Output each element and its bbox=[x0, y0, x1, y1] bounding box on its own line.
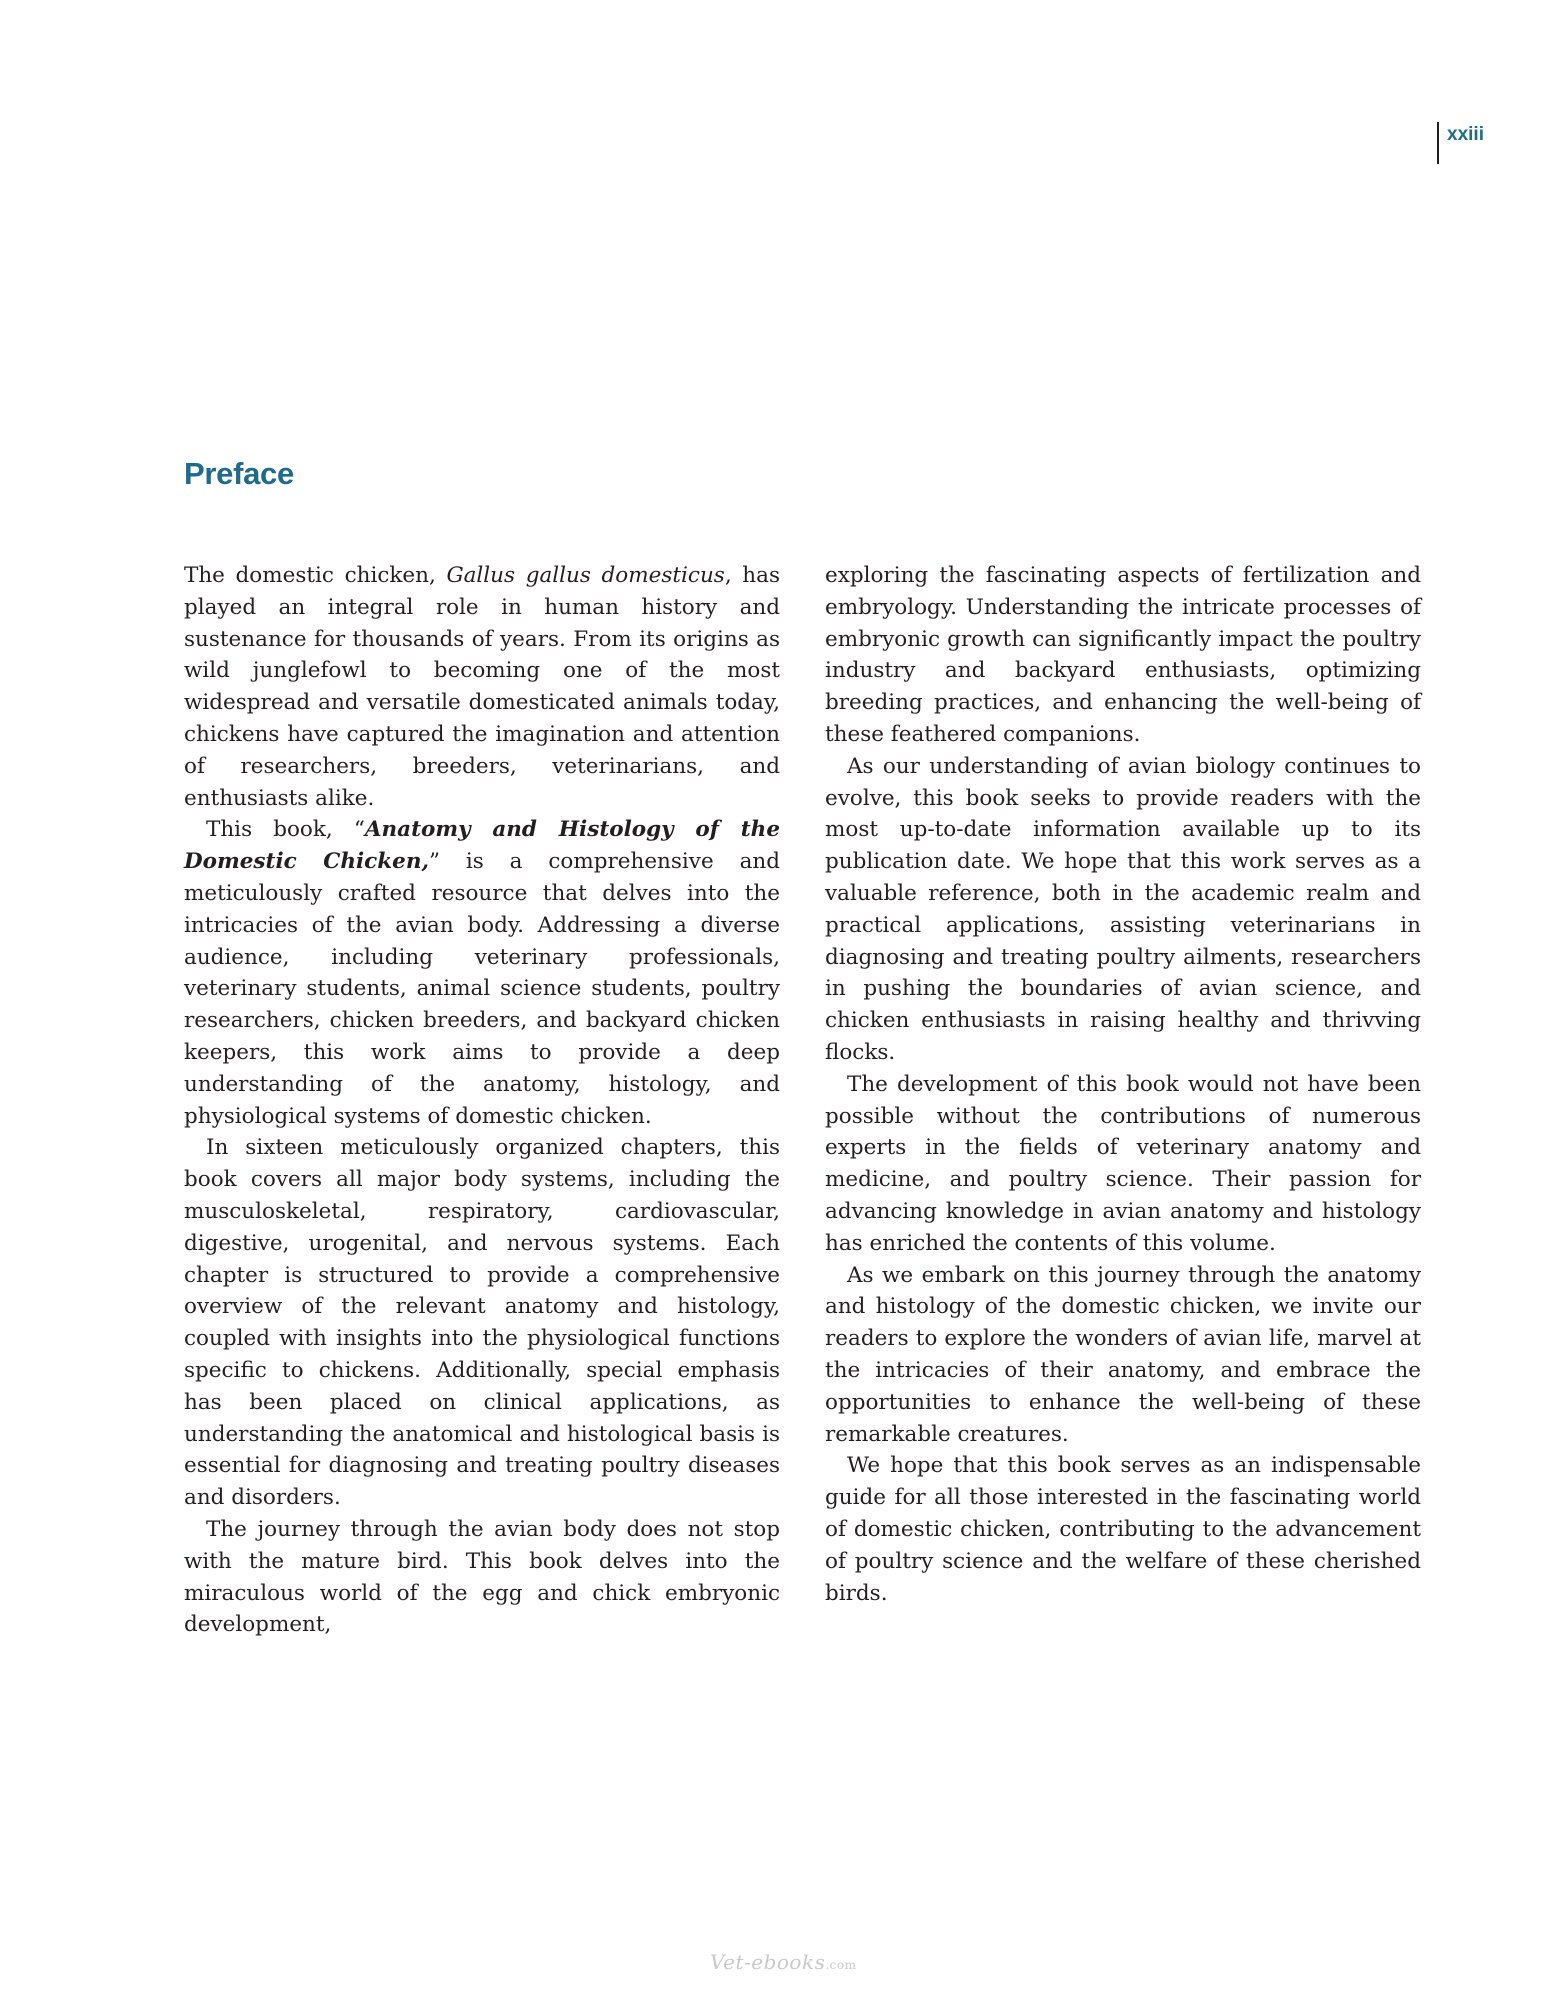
paragraph-text: This book, “ bbox=[206, 817, 365, 843]
book-title: Anatomy and Histology of the Domestic Chicken, bbox=[184, 817, 780, 875]
species-name: Gallus gallus domesticus bbox=[446, 563, 725, 588]
paragraph: The journey through the avian body does not stop with the mature bird. This book delves into the miraculous world of the egg and chick embryonic development, bbox=[184, 1516, 780, 1638]
left-column bbox=[184, 560, 780, 1641]
page-number-marker bbox=[1437, 122, 1484, 164]
watermark-suffix: .com bbox=[825, 1958, 857, 1972]
paragraph bbox=[184, 560, 780, 814]
right-column bbox=[825, 560, 1421, 1609]
paragraph: As we embark on this journey through the anatomy and histology of the domestic chicken, we invite our readers to explore the wonders of avian life, marvel at the intricacies of their anatomy, and embrace the opportunities to enhance the well-being of these remarkable creatures. bbox=[825, 1262, 1421, 1447]
paragraph bbox=[184, 814, 780, 1132]
page-number: xxiii bbox=[1447, 124, 1484, 145]
paragraph: We hope that this book serves as an indispensable guide for all those interested in the fascinating world of domestic chicken, contributing to the advancement of poultry science and the welfare of these cherished birds. bbox=[825, 1453, 1421, 1606]
paragraph-text: The domestic chicken, bbox=[184, 563, 447, 588]
paragraph: In sixteen meticulously organized chapters, this book covers all major body systems, including the musculoskeletal, respiratory, cardiovascular, digestive, urogenital, and nervous systems. Each chapter is structured to provide a comprehensive overview of the relevant anatomy and histology, coupled with insights into the physiological functions specific to chickens. Additionally, special emphasis has been placed on clinical applications, as understanding the anatomical and histological basis is essential for diagnosing and treating poultry diseases and disorders. bbox=[184, 1135, 780, 1511]
paragraph-text: ” is a comprehensive and meticulously crafted resource that delves into the intricacies of the avian body. Addressing a diverse audience, including veterinary professionals, veterinary students, animal science students, poultry researchers, chicken breeders, and backyard chicken keepers, this work aims to provide a deep understanding of the anatomy, histology, and physiological systems of domestic chicken. bbox=[184, 849, 780, 1129]
paragraph: The development of this book would not have been possible without the contributions of numerous experts in the fields of veterinary anatomy and medicine, and poultry science. Their passion for advancing knowledge in avian anatomy and histology has enriched the contents of this volume. bbox=[825, 1071, 1421, 1256]
paragraph: exploring the fascinating aspects of fertilization and embryology. Understanding the intricate processes of embryonic growth can significantly impact the poultry industry and backyard enthusiasts, optimizing breeding practices, and enhancing the well-being of these feathered companions. bbox=[825, 563, 1421, 747]
watermark-text: Vet-ebooks bbox=[710, 1950, 826, 1974]
paragraph-text: , has played an integral role in human history and sustenance for thousands of years. From its origins as wild junglefowl to becoming one of the most widespread and versatile domesticated animals today, chickens have captured the imagination and attention of researchers, breeders, veterinarians, and enthusiasts alike. bbox=[184, 563, 780, 811]
watermark bbox=[710, 1950, 856, 1974]
paragraph: As our understanding of avian biology continues to evolve, this book seeks to provide readers with the most up-to-date information available up to its publication date. We hope that this work serves as a valuable reference, both in the academic realm and practical applications, assisting veterinarians in diagnosing and treating poultry ailments, researchers in pushing the boundaries of avian science, and chicken enthusiasts in raising healthy and thrivving flocks. bbox=[825, 753, 1421, 1065]
page-title: Preface bbox=[184, 456, 294, 491]
